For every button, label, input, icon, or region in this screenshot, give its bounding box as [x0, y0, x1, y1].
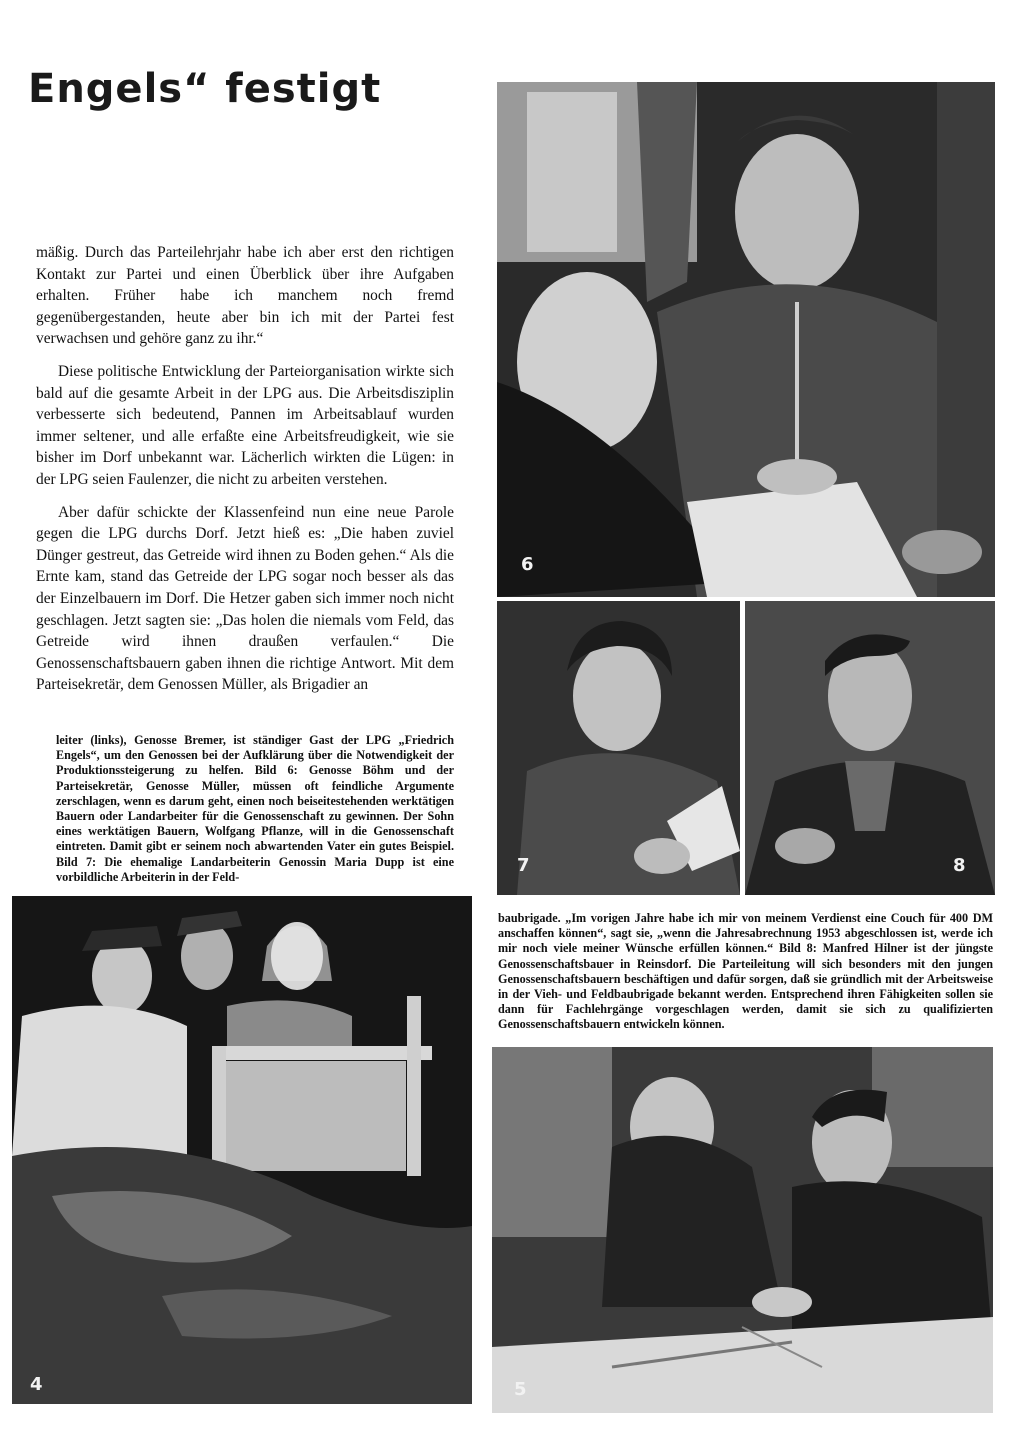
photo-number: 7 — [517, 855, 530, 876]
photo-number: 6 — [521, 554, 534, 575]
photo-number: 4 — [30, 1374, 43, 1395]
photo-4 — [12, 896, 472, 1404]
photo-number: 5 — [514, 1379, 527, 1400]
photo-caption-right: baubrigade. „Im vorigen Jahre habe ich mir von meinem Verdienst eine Couch für 400 DM anschaffen können“, sagt sie, „wenn die Jahresabrechnung 1953 abgeschlossen ist, werde ich mir noch viele meiner Wünsche erfüllen können.“ Bild 8: Manfred Hilner ist der jüngste Genossenschaftsbauer in Reinsdorf. Die Parteileitung will sich besonders mit den jungen Genossenschaftsbauern beschäftigen und dafür sorgen, daß sie gründlich mit der Arbeitsweise in der Vieh- und Feldbaubrigade bekannt werden. Entsprechend ihren Fähigkeiten sollen sie dann für Fachlehrgänge vorgeschlagen werden, damit sie sich zu qualifizierten Genossenschaftsbauern entwickeln können. — [498, 911, 993, 1032]
photo-6 — [497, 82, 995, 597]
photo-8 — [745, 601, 995, 895]
photo-4-image — [12, 896, 472, 1404]
photo-5 — [492, 1047, 993, 1413]
article-body — [36, 242, 454, 696]
photo-8-image — [745, 601, 995, 895]
body-paragraph: Diese politische Entwicklung der Parteiorganisation wirkte sich bald auf die gesamte Arbeit in der LPG aus. Die Arbeitsdisziplin verbesserte sich bedeutend, Pannen im Arbeitsablauf wurden immer seltener, und alle erfaßte eine Arbeitsfreudigkeit, wie sie bisher im Dorf unbekannt war. Lächerlich wirkten die Lügen: in der LPG seien Faulenzer, die nicht zu arbeiten verstehen. — [36, 362, 454, 488]
photo-7 — [497, 601, 740, 895]
headline: Engels“ festigt — [28, 66, 382, 112]
photo-caption-left: leiter (links), Genosse Bremer, ist ständiger Gast der LPG „Friedrich Engels“, um den Genossen bei der Aufklärung über die Notwendigkeit der Produktionssteigerung zu helfen. Bild 6: Genosse Böhm und der Parteisekretär, Genosse Müller, müssen oft feindliche Argumente zerschlagen, wenn es darum geht, einen noch beiseitestehenden werktätigen Bauern oder Landarbeiter für die Genossenschaft zu gewinnen. Der Sohn eines werktätigen Bauern, Wolfgang Pflanze, will in die Genossenschaft eintreten. Damit gibt er seinem noch abwartenden Vater ein gutes Beispiel. Bild 7: Die ehemalige Landarbeiterin Genossin Maria Dupp ist eine vorbildliche Arbeiterin in der Feld- — [56, 733, 454, 884]
photo-6-image — [497, 82, 995, 597]
photo-7-image — [497, 601, 740, 895]
body-paragraph: Aber dafür schickte der Klassenfeind nun eine neue Parole gegen die LPG durchs Dorf. Jetzt hieß es: „Die haben zuviel Dünger gestreut, das Getreide wird ihnen zu Boden gehen.“ Als die Ernte kam, stand das Getreide der LPG sogar noch besser als das der Einzelbauern im Dorf. Die Hetzer gaben sich immer noch nicht geschlagen. Jetzt sagten sie: „Das holen die niemals vom Feld, das Getreide wird ihnen draußen verfaulen.“ Die Genossenschaftsbauern gaben ihnen die richtige Antwort. Mit dem Parteisekretär, dem Genossen Müller, als Brigadier an — [36, 503, 454, 694]
photo-number: 8 — [953, 855, 966, 876]
photo-5-image — [492, 1047, 993, 1413]
body-paragraph: mäßig. Durch das Parteilehrjahr habe ich aber erst den richtigen Kontakt zur Partei und einen Überblick über ihre Aufgaben erhalten. Früher habe ich manchem noch fremd gegenübergestanden, heute aber bin ich mit der Partei fest verwachsen und gehöre ganz zu ihr.“ — [36, 244, 454, 348]
